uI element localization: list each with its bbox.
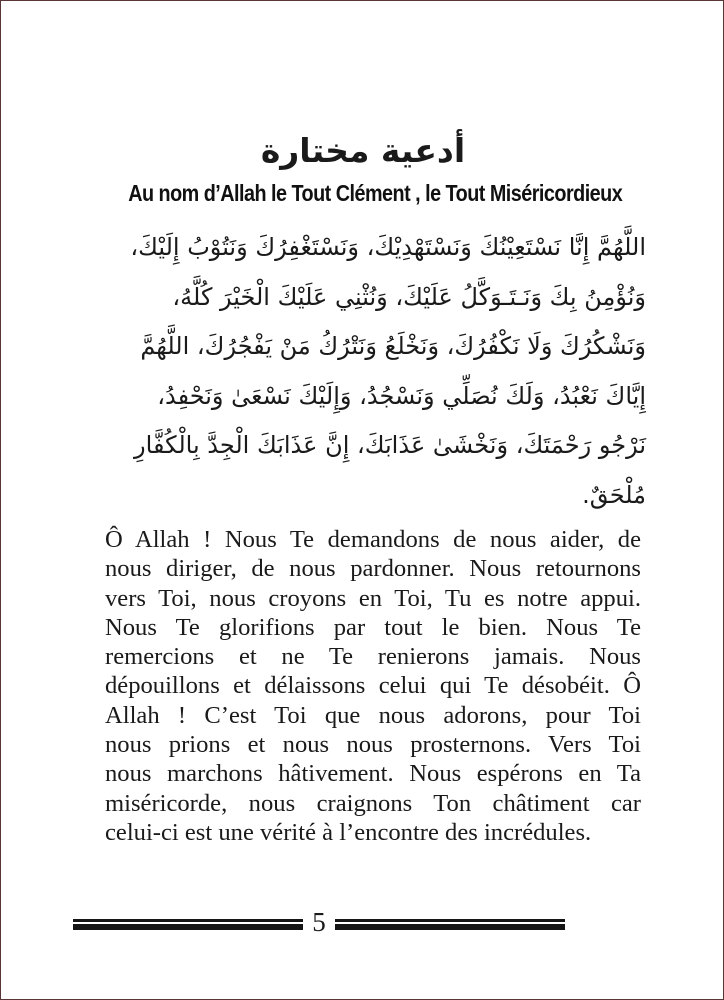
french-line: Nous Te glorifions par tout le bien. Nous Te	[105, 613, 641, 641]
arabic-line: اللَّهُمَّ إِنَّا نَسْتَعِيْنُكَ وَنَسْتَهْدِيْكَ، وَنَسْتَغْفِرُكَ وَنَتُوْبُ إِلَيْكَ،	[130, 233, 646, 261]
french-line: celui-ci est une vérité à l’encontre des incrédules.	[105, 818, 592, 846]
page-subtitle-french: Au nom d’Allah le Tout Clément , le Tout Miséricordieux	[128, 180, 623, 206]
french-line: vers Toi, nous croyons en Toi, Tu es notre appui.	[105, 584, 641, 612]
footer-rule-left	[73, 919, 303, 931]
french-translation-text	[105, 525, 641, 847]
french-line: nous diriger, de nous pardonner. Nous retournons	[105, 555, 641, 583]
arabic-line: وَنَشْكُرُكَ وَلَا نَكْفُرُكَ، وَنَخْلَعُ وَنَتْرُكُ مَنْ يَفْجُرُكَ، اللَّهُمَّ	[140, 332, 646, 360]
rule-thin-line	[73, 919, 303, 922]
french-line: Allah ! C’est Toi que nous adorons, pour Toi	[105, 701, 641, 729]
french-line: miséricorde, nous craignons Ton châtiment car	[105, 789, 641, 817]
french-line: nous marchons hâtivement. Nous espérons en Ta	[105, 760, 641, 788]
rule-thick-line	[73, 924, 303, 930]
french-line: remercions et ne Te renierons jamais. Nous	[105, 643, 641, 671]
french-line: nous prions et nous nous prosternons. Vers Toi	[105, 731, 641, 759]
arabic-line: وَنُؤْمِنُ بِكَ وَنَـتَـوَكَّلُ عَلَيْكَ، وَنُثْنِي عَلَيْكَ الْخَيْرَ كُلَّهُ،	[172, 282, 646, 311]
arabic-line: مُلْحَقٌ.	[582, 480, 646, 509]
french-line: Ô Allah ! Nous Te demandons de nous aider, de	[105, 526, 641, 553]
page-title-arabic: أدعية مختارة	[260, 131, 466, 170]
rule-thin-line	[335, 919, 565, 922]
arabic-line: إِيَّاكَ نَعْبُدُ، وَلَكَ نُصَلِّي وَنَسْجُدُ، وَإِلَيْكَ نَسْعَىٰ وَنَحْفِدُ،	[157, 381, 646, 410]
french-line: dépouillons et délaissons celui qui Te désobéit. Ô	[105, 672, 641, 700]
page-footer	[73, 901, 641, 941]
arabic-prayer-text	[96, 223, 646, 520]
footer-rule-right	[335, 919, 565, 931]
page-number: 5	[312, 907, 326, 937]
arabic-line: نَرْجُو رَحْمَتَكَ، وَنَخْشَىٰ عَذَابَكَ، إِنَّ عَذَابَكَ الْجِدَّ بِالْكُفَّارِ	[134, 431, 646, 459]
rule-thick-line	[335, 924, 565, 930]
